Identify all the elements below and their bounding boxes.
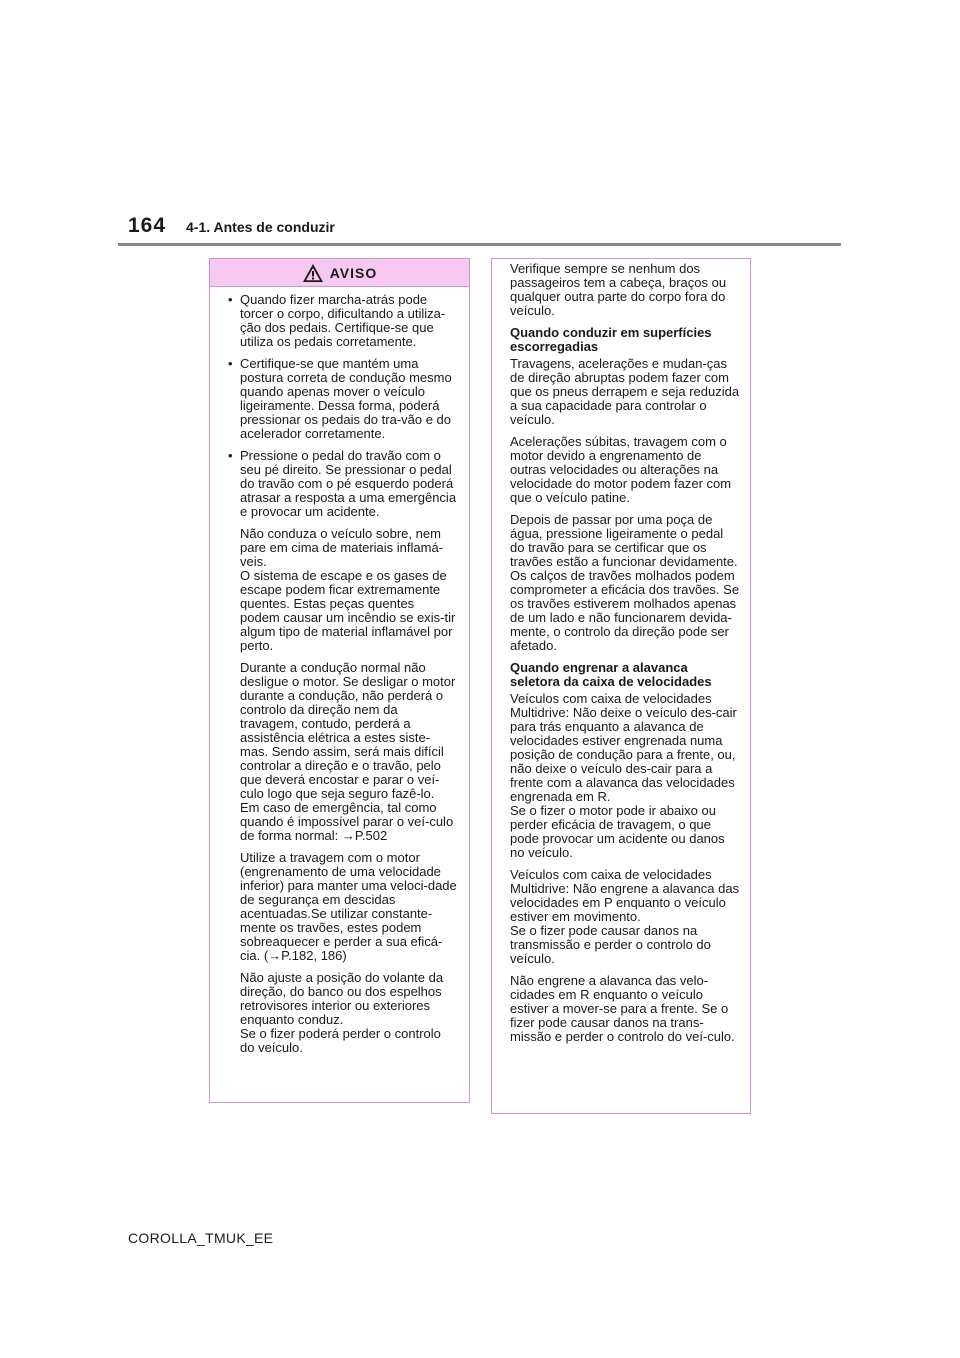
paragraph-line: Se o fizer o motor pode ir abaixo ou perder eficácia de travagem, o que pode provocar um acidente ou danos no veículo. [510, 803, 725, 860]
intro-paragraph: Verifique sempre se nenhum dos passageiros tem a cabeça, braços ou qualquer outra parte do corpo fora do veículo. [510, 261, 727, 318]
section-paragraph [510, 974, 740, 1044]
warning-paragraph [228, 527, 457, 653]
section-paragraph [510, 868, 740, 966]
warning-bullet: • Certifique-se que mantém uma postura correta de condução mesmo quando apenas mover o veículo ligeiramente. Dessa forma, poderá pressionar os pedais do tra-vão e do acelerador corretamente. [228, 357, 457, 441]
section-paragraph [510, 357, 740, 427]
paragraph-line: Não engrene a alavanca das velo-cidades em R enquanto o veículo estiver a mover-se para a frente. Se o fizer pode causar danos na trans-missão e perder o controlo do veí-culo. [510, 973, 735, 1044]
warning-header [210, 259, 469, 287]
warning-bullet: • Pressione o pedal do travão com o seu pé direito. Se pressionar o pedal do travão com o pé esquerdo poderá atrasar a resposta a uma emergência e provocar um acidente. [228, 449, 457, 519]
warning-bullet: • Quando fizer marcha-atrás pode torcer o corpo, dificultando a utiliza-ção dos pedais. Certifique-se que utiliza os pedais corretamente. [228, 293, 457, 349]
warning-label: AVISO [329, 264, 378, 281]
section-paragraph [510, 692, 740, 860]
paragraph-line: Se o fizer pode causar danos na transmissão e perder o controlo do veículo. [510, 923, 711, 966]
header-rule [118, 243, 841, 246]
page-number: 164 [128, 214, 167, 237]
paragraph-line: Durante a condução normal não desligue o motor. Se desligar o motor durante a condução, não perderá o controlo da direção nem da travagem, contudo, perderá a assistência elétrica a estes siste-mas. Sendo assim, será mais difícil controlar a direção e o travão, pelo que deverá encostar e parar o veí-culo logo que seja seguro fazê-lo. Em caso de emergência, tal como quando é impossível parar o veí-culo de forma normal: →P.502 [240, 660, 456, 843]
paragraph-line: Depois de passar por uma poça de água, pressione ligeiramente o pedal do travão para se certificar que os travões estão a funcionar devidamente. Os calços de travões molhados podem comprometer a eficácia dos travões. Se os travões estiverem molhados apenas de um lado e não funcionarem devida-mente, o controlo da direção pode ser afetado. [510, 512, 740, 653]
warning-content-continued [492, 259, 750, 1044]
section-paragraph [510, 513, 740, 653]
paragraph-line: Veículos com caixa de velocidades Multidrive: Não deixe o veículo des-cair para trás enquanto a alavanca de velocidades estiver engrenada numa posição de condução para a frente, ou, não deixe o veículo des-cair para a frente com a alavanca das velocidades engrenada em R. [510, 691, 737, 804]
section-paragraph [510, 435, 740, 505]
warning-paragraph [228, 851, 457, 963]
warning-paragraph [228, 661, 457, 843]
warning-box [209, 258, 470, 1103]
warning-triangle-icon [302, 263, 324, 283]
section-title: 4-1. Antes de conduzir [186, 219, 335, 235]
paragraph-line: O sistema de escape e os gases de escape podem ficar extremamente quentes. Estas peças quentes podem causar um incêndio se exis-tir algum tipo de material inflamável por perto. [240, 568, 456, 653]
paragraph-line: Travagens, acelerações e mudan-ças de direção abruptas podem fazer com que os pneus derrapem e seja reduzida a sua capacidade para controlar o veículo. [510, 356, 740, 427]
warning-content [210, 287, 469, 1055]
paragraph-line: Se o fizer poderá perder o controlo do veículo. [240, 1026, 441, 1055]
warning-paragraph [228, 971, 457, 1055]
footer-code: COROLLA_TMUK_EE [128, 1230, 274, 1246]
paragraph-line: Não conduza o veículo sobre, nem pare em cima de materiais inflamá-veis. [240, 526, 444, 569]
section-heading: Quando conduzir em superfícies escorregadias [510, 325, 712, 354]
section-heading: Quando engrenar a alavanca seletora da caixa de velocidades [510, 660, 712, 689]
paragraph-line: Acelerações súbitas, travagem com o motor devido a engrenamento de outras velocidades ou alterações na velocidade do motor podem fazer com que o veículo patine. [510, 434, 732, 505]
paragraph-line: Veículos com caixa de velocidades Multidrive: Não engrene a alavanca das velocidades em P enquanto o veículo estiver em movimento. [510, 867, 740, 924]
paragraph-line: Não ajuste a posição do volante da direção, do banco ou dos espelhos retrovisores interior ou exteriores enquanto conduz. [240, 970, 444, 1027]
warning-box-continued [491, 258, 751, 1114]
paragraph-line: Utilize a travagem com o motor (engrenamento de uma velocidade inferior) para manter uma veloci-dade de segurança em descidas acentuadas.Se utilizar constante-mente os travões, estes podem sobreaquecer e perder a sua eficá-cia. (→P.182, 186) [240, 850, 457, 963]
